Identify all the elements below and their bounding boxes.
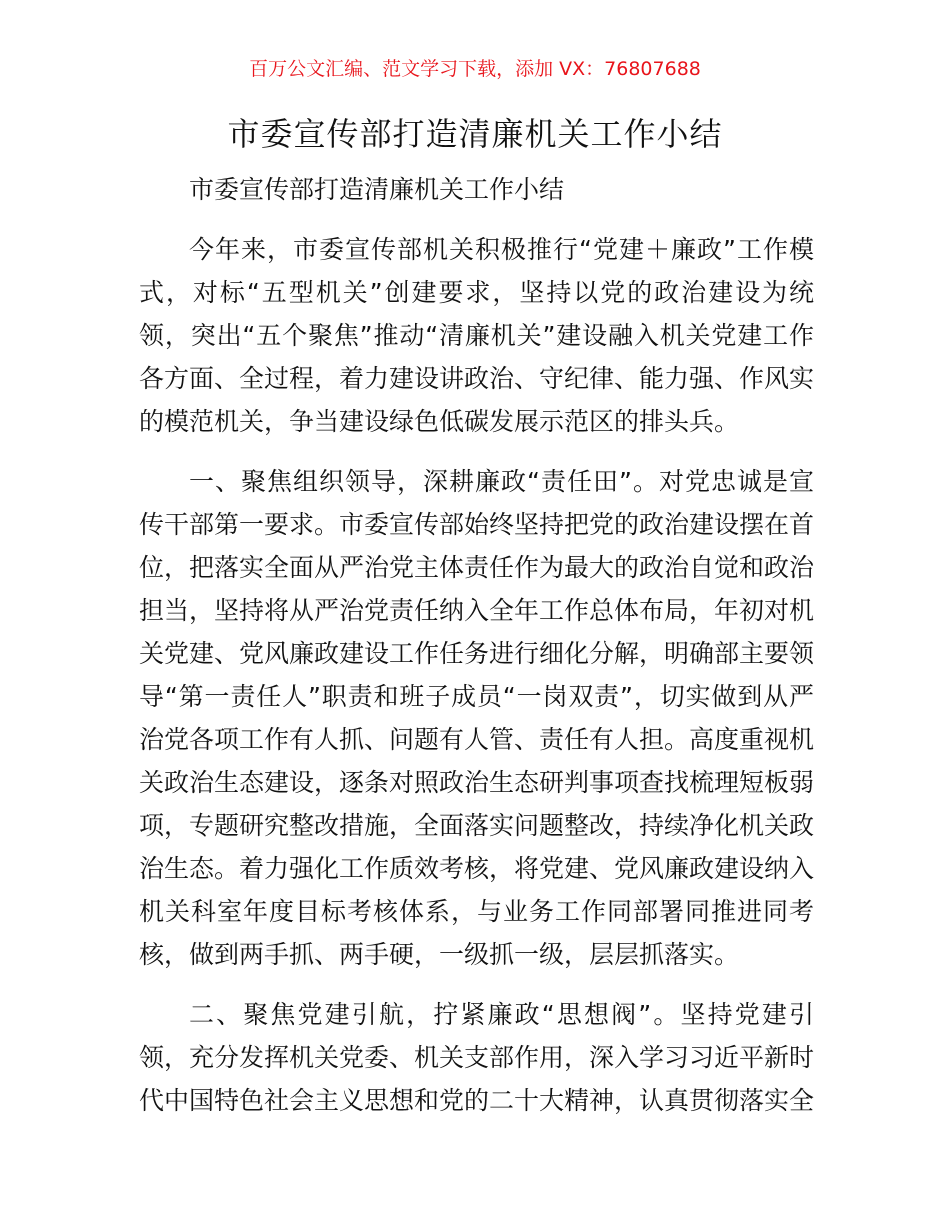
document-subtitle: 市委宣传部打造清廉机关工作小结 — [189, 175, 565, 204]
document-title: 市委宣传部打造清廉机关工作小结 — [227, 115, 723, 153]
header-watermark-note: 百万公文汇编、范文学习下载，添加 VX：76807688 — [249, 58, 701, 80]
paragraph-section-one: 一、聚焦组织领导，深耕廉政“责任田”。对党忠诚是宣传干部第一要求。市委宣传部始终坚持把党的政治建设摆在首位，把落实全面从严治党主体责任作为最大的政治自觉和政治担当，坚持将从严治党责任纳入全年工作总体布局，年初对机关党建、党风廉政建设工作任务进行细化分解，明确部主要领导“第一责任人”职责和班子成员“一岗双责”，切实做到从严治党各项工作有人抓、问题有人管、责任有人担。高度重视机关政治生态建设，逐条对照政治生态研判事项查找梳理短板弱项，专题研究整改措施，全面落实问题整改，持续净化机关政治生态。着力强化工作质效考核，将党建、党风廉政建设纳入机关科室年度目标考核体系，与业务工作同部署同推进同考核，做到两手抓、两手硬，一级抓一级，层层抓落实。 — [139, 467, 815, 969]
paragraph-intro: 今年来，市委宣传部机关积极推行“党建＋廉政”工作模式，对标“五型机关”创建要求，坚持以党的政治建设为统领，突出“五个聚焦”推动“清廉机关”建设融入机关党建工作各方面、全过程，着力建设讲政治、守纪律、能力强、作风实的模范机关，争当建设绿色低碳发展示范区的排头兵。 — [139, 235, 815, 436]
document-body — [139, 168, 814, 1122]
paragraph-section-two: 二、聚焦党建引航，拧紧廉政“思想阀”。坚持党建引领，充分发挥机关党委、机关支部作用，深入学习习近平新时代中国特色社会主义思想和党的二十大精神，认真贯彻落实全 — [139, 1000, 815, 1115]
